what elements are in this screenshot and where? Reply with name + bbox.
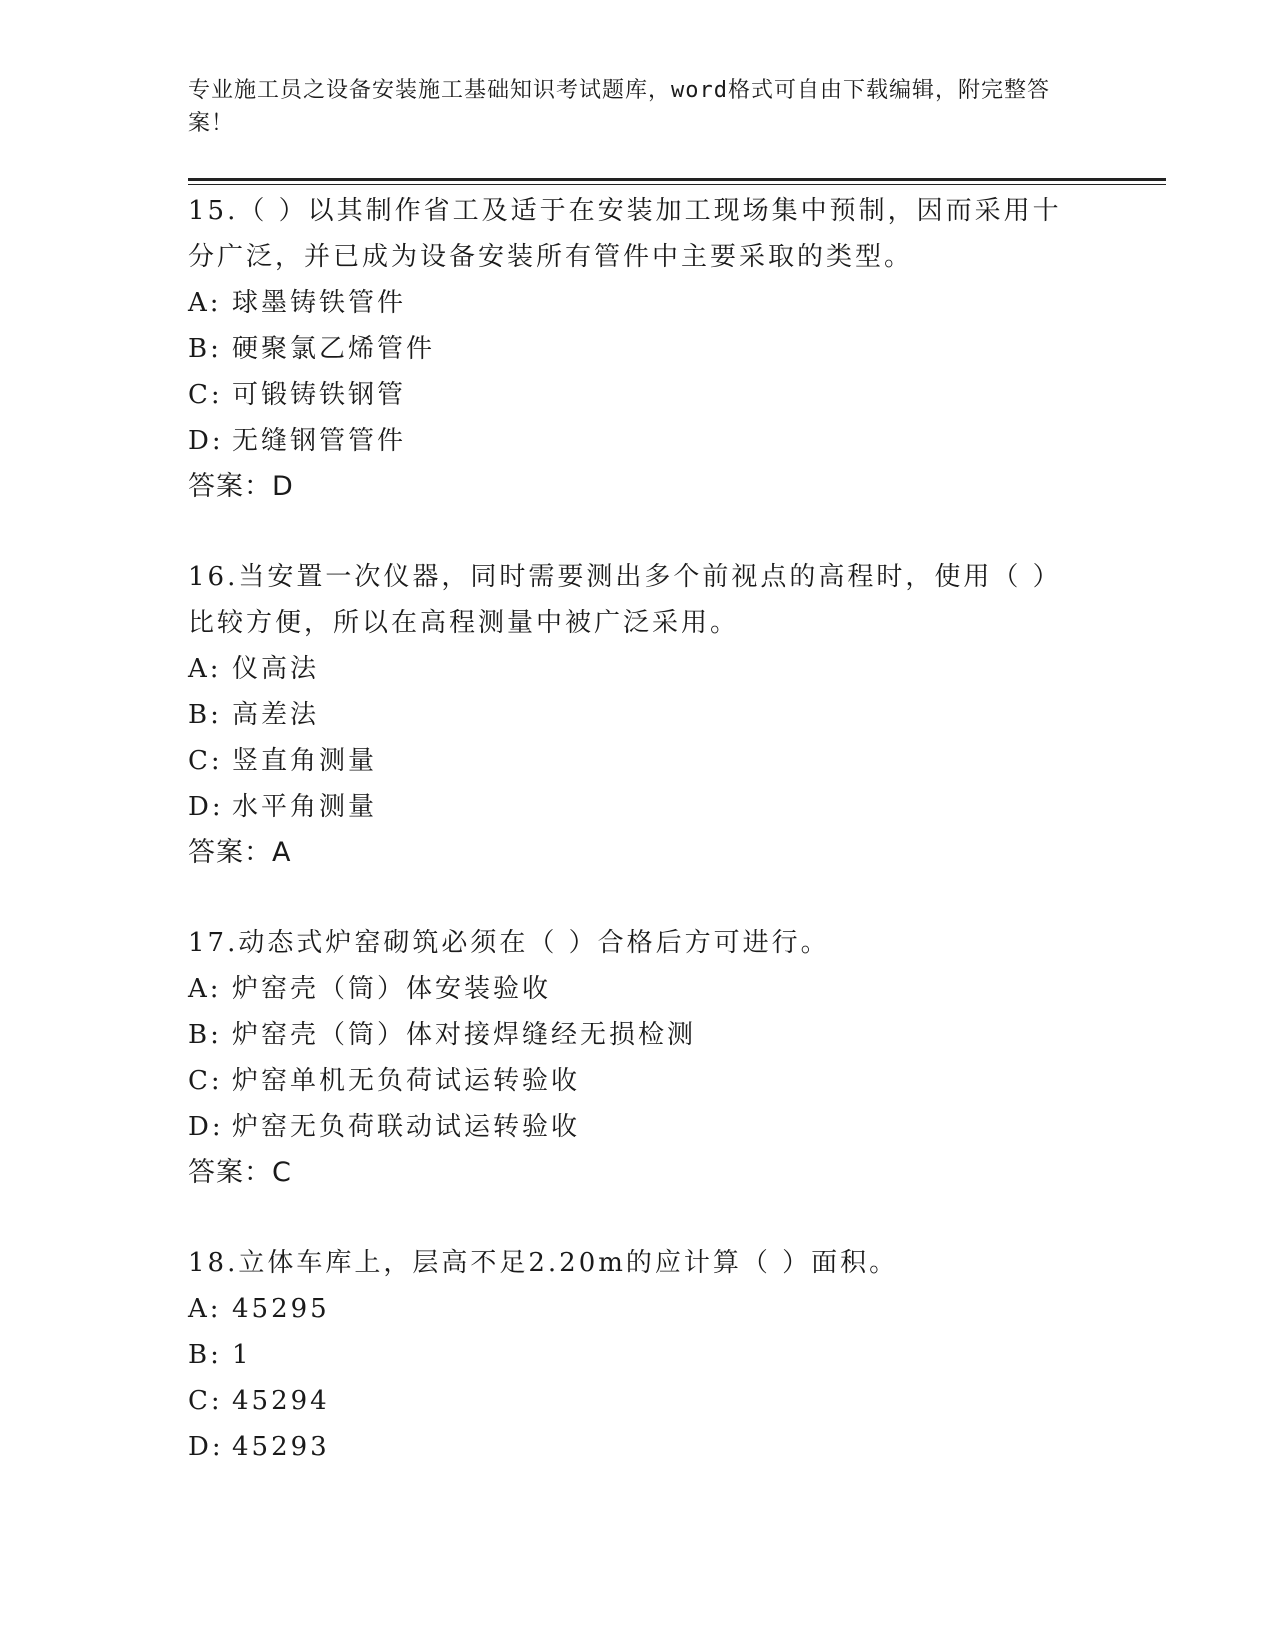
option-letter: C: xyxy=(188,746,223,776)
option-letter: C: xyxy=(188,1386,223,1416)
option-text: 硬聚氯乙烯管件 xyxy=(232,334,436,364)
option-text: 高差法 xyxy=(232,700,320,730)
question-stem: 17.动态式炉窑砌筑必须在（ ）合格后方可进行。 xyxy=(188,928,830,958)
option-letter: B: xyxy=(188,1340,222,1370)
answer-line: 答案：C xyxy=(188,1157,292,1188)
option-b xyxy=(188,1332,1068,1378)
option-text: 竖直角测量 xyxy=(232,746,378,776)
option-letter: A: xyxy=(188,288,222,318)
question-stem: 15.（ ）以其制作省工及适于在安装加工现场集中预制，因而采用十分广泛，并已成为设备安装所有管件中主要采取的类型。 xyxy=(188,196,1062,272)
option-c xyxy=(188,1058,1068,1104)
question-15 xyxy=(188,188,1068,510)
option-text: 可锻铸铁钢管 xyxy=(232,380,407,410)
question-18 xyxy=(188,1240,1068,1470)
option-text: 45293 xyxy=(232,1432,330,1462)
option-letter: D: xyxy=(188,1112,224,1142)
question-stem: 18.立体车库上，层高不足2.20m的应计算（ ）面积。 xyxy=(188,1248,899,1278)
option-d xyxy=(188,1424,1068,1470)
option-a xyxy=(188,646,1068,692)
option-text: 炉窑壳（筒）体对接焊缝经无损检测 xyxy=(232,1020,697,1050)
option-text: 炉窑无负荷联动试运转验收 xyxy=(232,1112,581,1142)
header-divider-thick xyxy=(188,178,1166,181)
option-letter: D: xyxy=(188,1432,224,1462)
option-text: 炉窑壳（筒）体安装验收 xyxy=(232,974,552,1004)
option-a xyxy=(188,966,1068,1012)
option-letter: C: xyxy=(188,1066,223,1096)
option-b xyxy=(188,1012,1068,1058)
option-a xyxy=(188,280,1068,326)
option-letter: A: xyxy=(188,1294,222,1324)
option-text: 炉窑单机无负荷试运转验收 xyxy=(232,1066,581,1096)
option-letter: A: xyxy=(188,974,222,1004)
option-c xyxy=(188,372,1068,418)
option-letter: A: xyxy=(188,654,222,684)
question-list xyxy=(188,188,1068,1470)
option-text: 45294 xyxy=(232,1386,330,1416)
option-text: 45295 xyxy=(232,1294,330,1324)
option-d xyxy=(188,418,1068,464)
option-b xyxy=(188,692,1068,738)
option-text: 球墨铸铁管件 xyxy=(232,288,407,318)
option-text: 仪高法 xyxy=(232,654,320,684)
option-text: 1 xyxy=(232,1340,252,1370)
option-letter: B: xyxy=(188,700,222,730)
option-text: 水平角测量 xyxy=(232,792,378,822)
option-letter: B: xyxy=(188,1020,222,1050)
document-header: 专业施工员之设备安装施工基础知识考试题库，word格式可自由下载编辑，附完整答案！ xyxy=(188,78,1050,136)
option-letter: D: xyxy=(188,792,224,822)
option-d xyxy=(188,784,1068,830)
option-a xyxy=(188,1286,1068,1332)
option-c xyxy=(188,738,1068,784)
option-d xyxy=(188,1104,1068,1150)
option-letter: C: xyxy=(188,380,223,410)
option-letter: D: xyxy=(188,426,224,456)
header-divider-thin xyxy=(188,184,1166,185)
option-c xyxy=(188,1378,1068,1424)
option-letter: B: xyxy=(188,334,222,364)
option-text: 无缝钢管管件 xyxy=(232,426,407,456)
question-17 xyxy=(188,920,1068,1196)
answer-line: 答案：A xyxy=(188,837,292,868)
question-16 xyxy=(188,554,1068,876)
answer-line: 答案：D xyxy=(188,471,294,502)
option-b xyxy=(188,326,1068,372)
question-stem: 16.当安置一次仪器，同时需要测出多个前视点的高程时，使用（ ）比较方便，所以在高程测量中被广泛采用。 xyxy=(188,562,1062,638)
